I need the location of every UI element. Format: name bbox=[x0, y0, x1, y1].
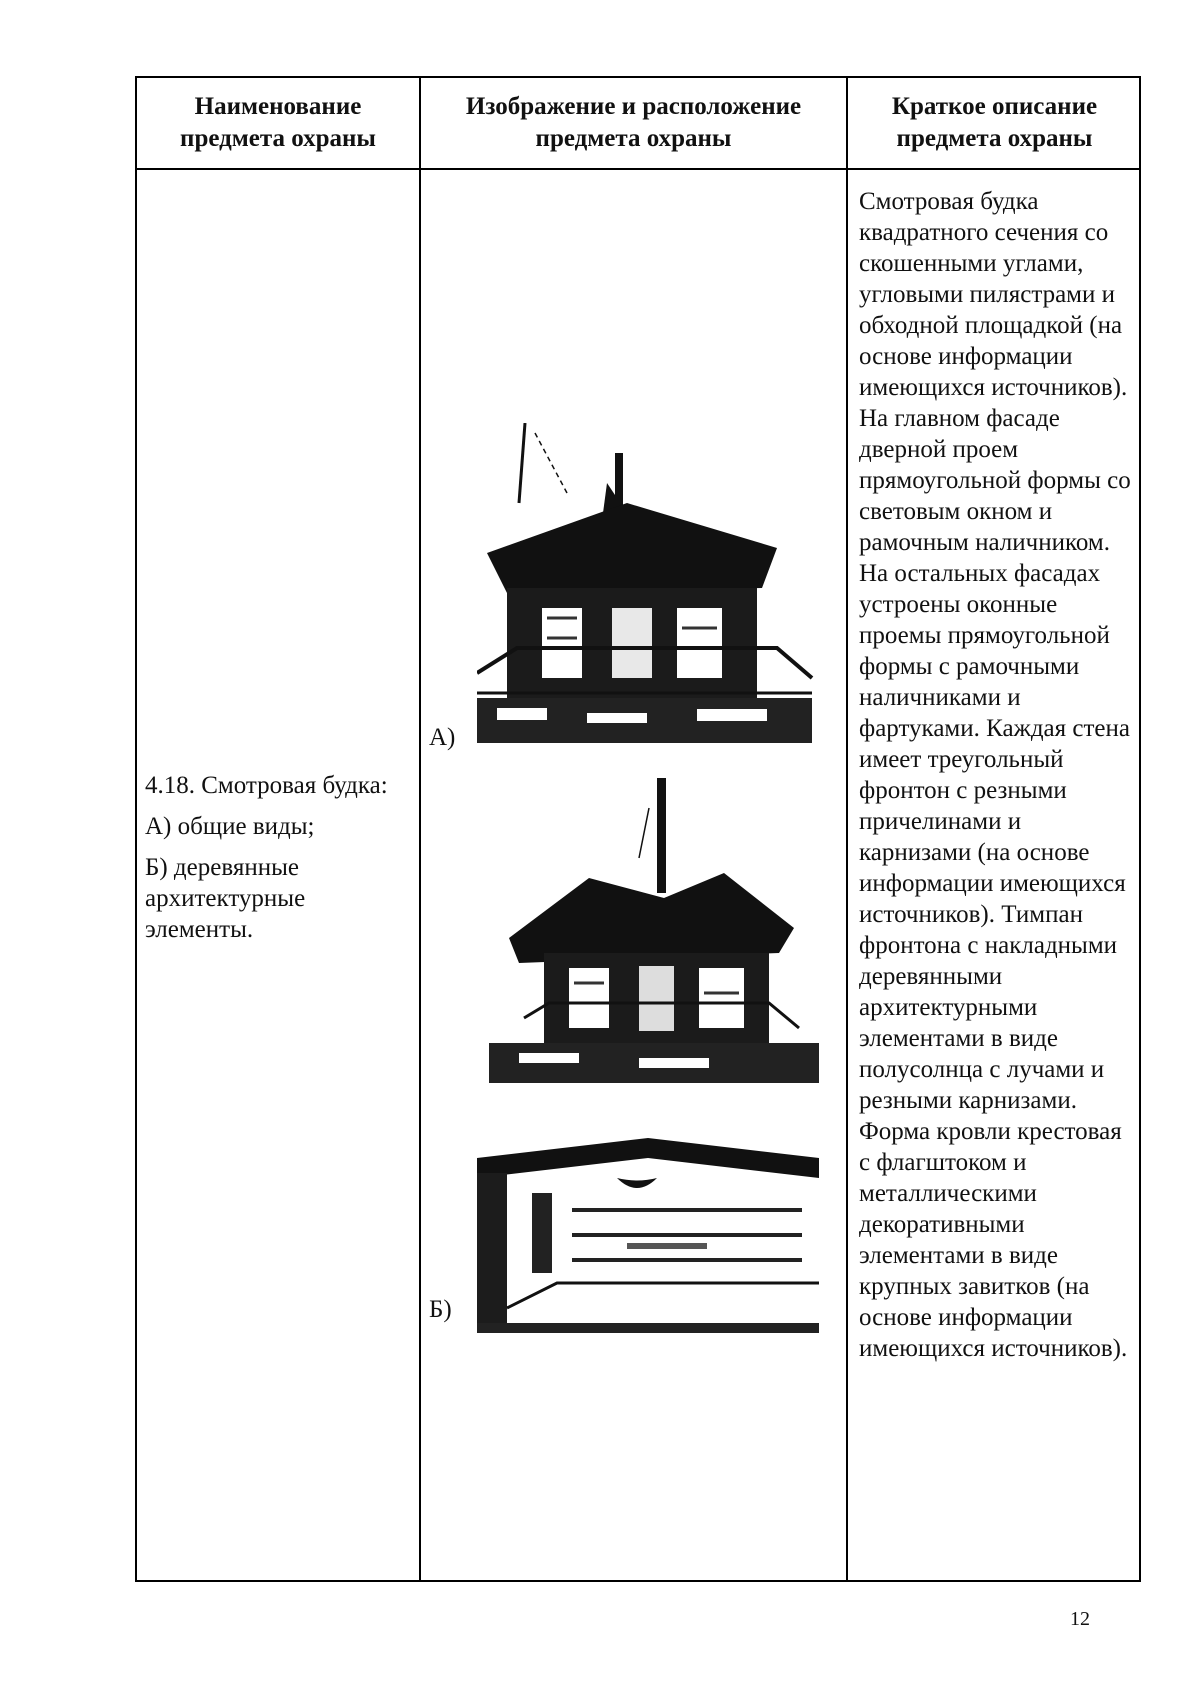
photo-label-b: Б) bbox=[429, 1296, 452, 1323]
item-general-views: А) общие виды; bbox=[145, 813, 315, 840]
photo-wooden-elements bbox=[477, 1133, 819, 1333]
header-name-line2: предмета охраны bbox=[180, 125, 376, 152]
header-image-line2: предмета охраны bbox=[535, 125, 732, 152]
photo-general-view-2 bbox=[489, 778, 819, 1083]
photo-label-a: А) bbox=[429, 724, 456, 751]
header-description-line2: предмета охраны bbox=[896, 125, 1093, 152]
item-title: 4.18. Смотровая будка: bbox=[145, 772, 388, 799]
header-image-line1: Изображение и расположение bbox=[465, 93, 802, 120]
heritage-table bbox=[135, 76, 1141, 1582]
column-divider-2 bbox=[846, 78, 848, 1580]
item-name-cell bbox=[145, 770, 415, 955]
header-description bbox=[848, 78, 1141, 168]
header-name bbox=[137, 78, 419, 168]
header-name-line1: Наименование bbox=[194, 93, 362, 120]
photo-general-view-1 bbox=[477, 423, 817, 743]
item-wooden-elements: Б) деревянные архитектурные элементы. bbox=[145, 854, 306, 943]
item-description: Смотровая будка квадратного сечения со скошенными углами, угловыми пилястрами и обходной площадкой (на основе информации имеющихся источников). На главном фасаде дверной проем прямоугольной формы со световым окном и рамочным наличником. На остальных фасадах устроены оконные проемы прямоугольной формы с рамочными наличниками и фартуками. Каждая стена имеет треугольный фронтон с резными причелинами и карнизами (на основе информации имеющихся источников). Тимпан фронтона с накладными деревянными архитектурными элементами в виде полусолнца с лучами и резными карнизами. Форма кровли крестовая с флагштоком и металлическими декоративными элементами в виде крупных завитков (на основе информации имеющихся источников). bbox=[859, 188, 1131, 1362]
column-divider-1 bbox=[419, 78, 421, 1580]
header-image bbox=[421, 78, 846, 168]
header-divider bbox=[137, 168, 1139, 170]
page-number: 12 bbox=[1070, 1608, 1090, 1630]
header-description-line1: Краткое описание bbox=[891, 93, 1098, 120]
